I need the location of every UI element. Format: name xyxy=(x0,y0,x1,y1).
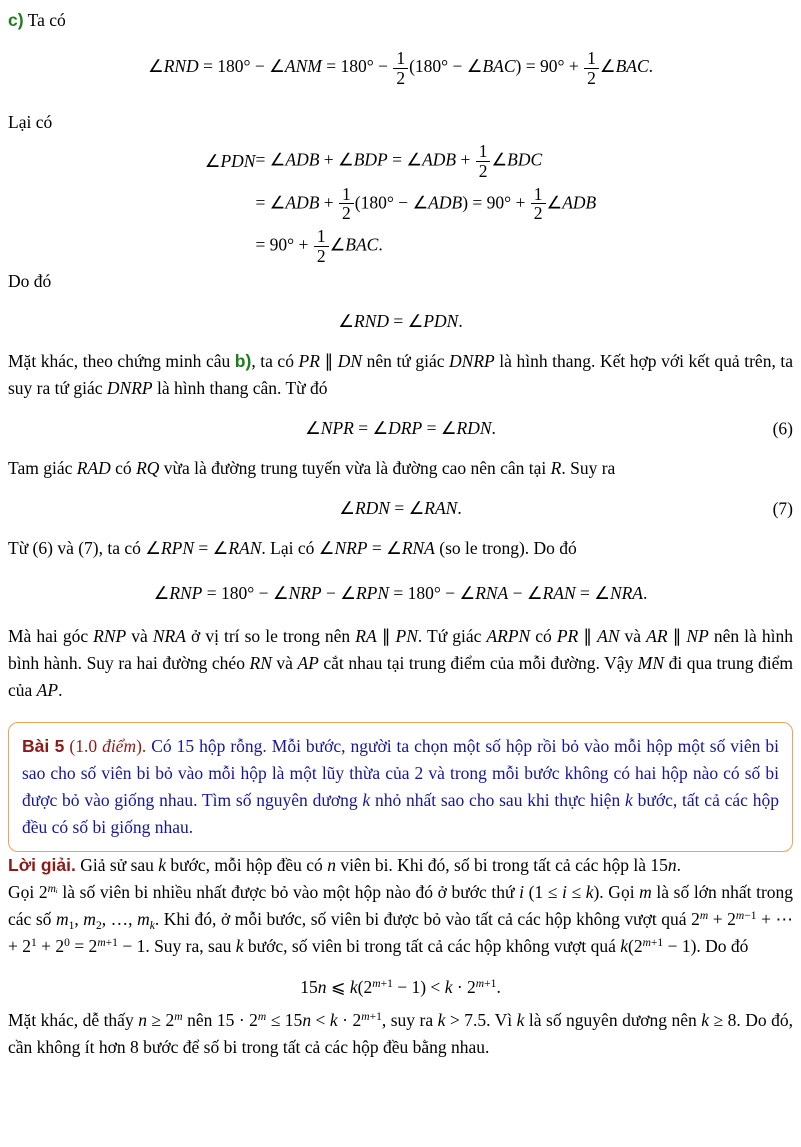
display-eq-rnd-pdn xyxy=(8,308,793,335)
superscript: m+1 xyxy=(475,978,497,991)
superscript: 0 xyxy=(64,937,70,950)
subscript: 2 xyxy=(95,919,102,932)
fraction: $\frac{1}{2}$ xyxy=(392,49,409,88)
superscript: m+1 xyxy=(642,937,664,950)
para-mat-khac: Mặt khác, theo chứng minh câu b), ta có PR ∥ DN nên tứ giác DNRP là hình thang. Kết hợp với kết quả trên, ta suy ra tứ giác DNRP là hình thang cân. Từ đó xyxy=(8,351,793,399)
fraction: $\frac{1}{2}$ xyxy=(530,185,547,224)
lai-co-text: Lại có xyxy=(8,111,53,132)
display-eq-rnd-long xyxy=(8,49,793,88)
equation-tag-7: (7) xyxy=(772,498,793,519)
align-rhs: = ∠ADB + $\frac{1}{2}$ (180° − ∠ADB) = 90° + $\frac{1}{2}$ ∠ADB xyxy=(255,183,597,224)
math-line: ∠RND = 180° − ∠ANM = 180° − $\frac{1}{2}$ (180° − ∠BAC) = 90° + $\frac{1}{2}$ ∠BAC. xyxy=(147,48,653,88)
display-eq-6 xyxy=(8,415,793,442)
superscript: m xyxy=(699,910,709,923)
math-line: ∠RND = ∠PDN. xyxy=(338,311,463,332)
align-lhs: ∠PDN xyxy=(204,150,256,171)
problem-5-box xyxy=(8,722,793,852)
para-tu-6-7: Từ (6) và (7), ta có ∠RPN = ∠RAN. Lại có ∠NRP = ∠RNA (so le trong). Do đó xyxy=(8,538,577,559)
align-row-1 xyxy=(205,140,597,183)
superscript: m xyxy=(257,1011,267,1024)
do-do-text: Do đó xyxy=(8,271,52,292)
fraction: $\frac{1}{2}$ xyxy=(583,49,600,88)
fraction: $\frac{1}{2}$ xyxy=(313,227,330,266)
display-eq-15n xyxy=(8,974,793,1001)
equation-tag-6: (6) xyxy=(772,418,793,439)
display-eq-rnp xyxy=(8,580,793,607)
align-rhs: = ∠ADB + ∠BDP = ∠ADB + $\frac{1}{2}$ ∠BDC xyxy=(255,140,543,181)
align-row-2 xyxy=(205,183,597,226)
superscript: m xyxy=(174,1011,183,1024)
para-tam-giac: Tam giác RAD có RQ vừa là đường trung tuyến vừa là đường cao nên cân tại R. Suy ra xyxy=(8,458,616,479)
subscript: k xyxy=(149,919,155,932)
subscript: 1 xyxy=(68,919,75,932)
superscript: mᵢ xyxy=(47,883,58,896)
part-c-heading: c) Ta có xyxy=(8,10,66,30)
align-rhs: = 90° + $\frac{1}{2}$ ∠BAC. xyxy=(255,226,383,267)
superscript: m+1 xyxy=(372,978,393,991)
align-lhs xyxy=(205,225,256,268)
para-ket-luan: Mặt khác, dễ thấy $n \ge 2^m$ nên $15 \cdot 2^m \le 15n < k \cdot 2^{m+1}$, suy ra k > 7.5. Vì k là số nguyên dương nên k ≥ 8. Do đó, cần không ít hơn 8 bước để số bi trong tất cả các hộp đều bằng nhau. xyxy=(8,1010,794,1058)
para-goi: Gọi $2^{mᵢ}$ là số viên bi nhiều nhất được bỏ vào một hộp nào đó ở bước thứ i (1 ≤ i ≤ k). Gọi m là số lớn nhất trong các số $m_1$, $m_2$, …, $m_k$. Khi đó, ở mỗi bước, số viên bi được bỏ vào tất cả các hộp không vượt quá $2^m + 2^{m-1}$ + ⋯ + $2^1 + 2^0 = 2^{m+1} - 1$. Suy ra, sau k bước, số viên bi trong tất cả các hộp không vượt quá $k(2^{m+1} - 1)$. Do đó xyxy=(8,882,794,957)
display-eq-7 xyxy=(8,495,793,522)
para-ma-hai-goc: Mà hai góc RNP và NRA ở vị trí so le trong nên RA ∥ PN. Tứ giác ARPN có PR ∥ AN và AR ∥ NP nên là hình bình hành. Suy ra hai đường chéo RN và AP cắt nhau tại trung điểm của mỗi đường. Vậy MN đi qua trung điểm của AP. xyxy=(8,626,793,701)
superscript: m−1 xyxy=(735,910,757,923)
superscript: m+1 xyxy=(361,1011,382,1024)
superscript: m+1 xyxy=(97,937,118,950)
superscript: 1 xyxy=(31,937,37,950)
align-lhs xyxy=(205,183,256,226)
math-line: ∠RNP = 180° − ∠NRP − ∠RPN = 180° − ∠RNA − ∠RAN = ∠NRA. xyxy=(153,583,648,604)
fraction: $\frac{1}{2}$ xyxy=(475,142,492,181)
math-line: ∠RDN = ∠RAN. xyxy=(339,498,462,519)
problem-5-statement: Bài 5 (1.0 điểm). Có 15 hộp rỗng. Mỗi bước, người ta chọn một số hộp rồi bỏ vào mỗi hộp một số viên bi sao cho số viên bi bỏ vào mỗi hộp là một lũy thừa của 2 và trong mỗi bước không có hai hộp nào có số bi được bỏ vào giống nhau. Tìm số nguyên dương k nhỏ nhất sao cho sau khi thực hiện k bước, tất cả các hộp đều có số bi giống nhau. xyxy=(22,736,780,838)
fraction: $\frac{1}{2}$ xyxy=(338,185,355,224)
align-row-3 xyxy=(205,225,597,268)
math-line: ∠NPR = ∠DRP = ∠RDN. xyxy=(305,418,496,439)
aligned-equation-block xyxy=(205,140,597,268)
para-loi-giai: Lời giải. Giả sử sau k bước, mỗi hộp đều có n viên bi. Khi đó, số bi trong tất cả các hộp là 15n. xyxy=(8,855,681,876)
math-line: 15n ⩽ $k(2^{m+1} - 1) < k \cdot 2^{m+1}$. xyxy=(300,977,501,998)
